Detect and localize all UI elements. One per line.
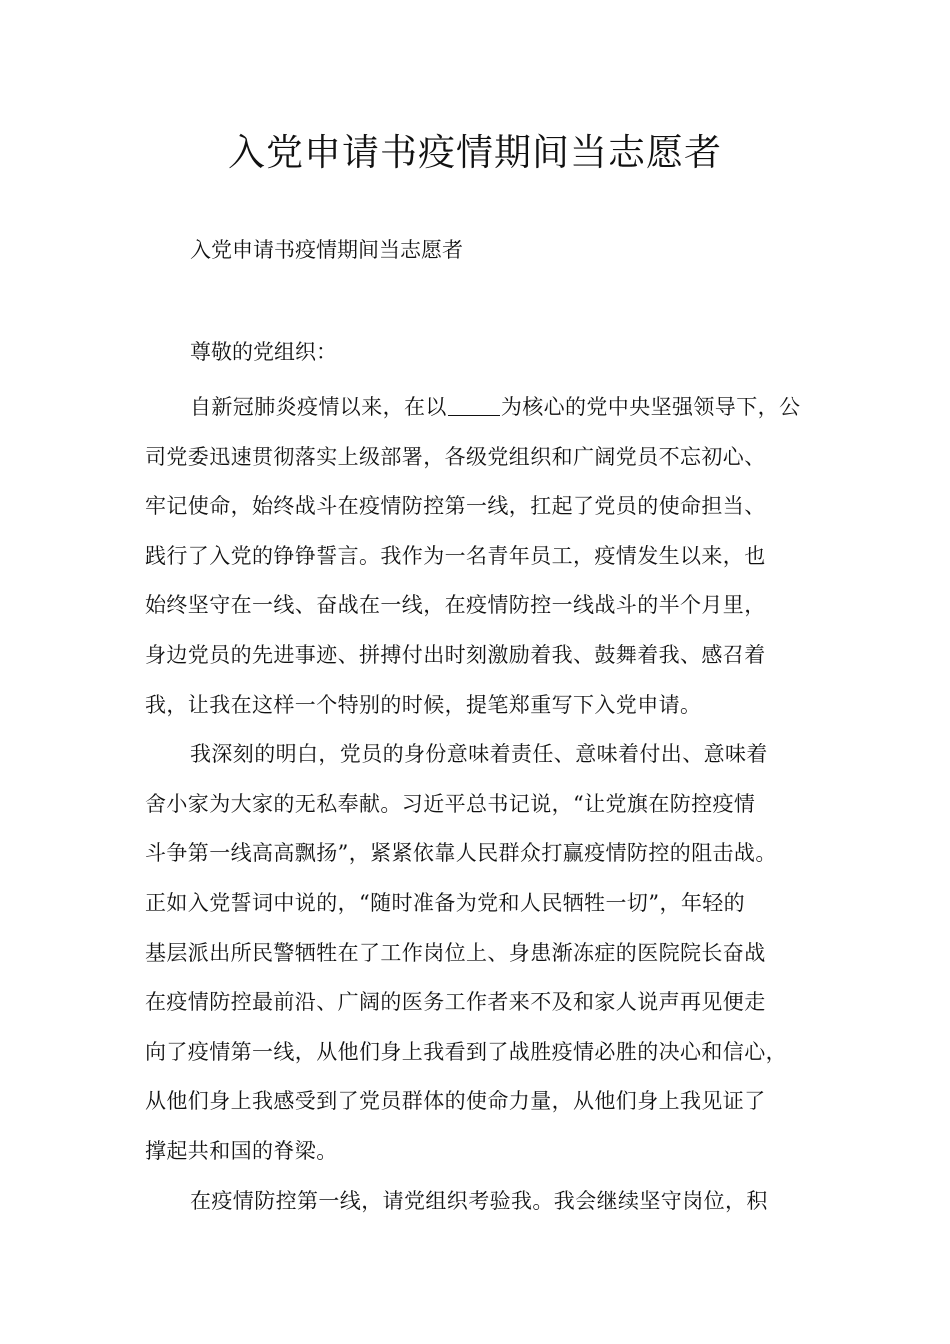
paragraph-line: 正如入党誓词中说的，“随时准备为党和人民牺牲一切”，年轻的 xyxy=(145,890,746,915)
paragraph-line: 基层派出所民警牺牲在了工作岗位上、身患渐冻症的医院院长奋战 xyxy=(145,940,766,965)
salutation: 尊敬的党组织： xyxy=(190,340,337,364)
paragraph-line: 司党委迅速贯彻落实上级部署，各级党组织和广阔党员不忘初心、 xyxy=(145,444,766,469)
paragraph-line: 撑起共和国的脊梁。 xyxy=(145,1138,338,1163)
paragraph-line: 牢记使命，始终战斗在疫情防控第一线，扛起了党员的使命担当、 xyxy=(145,494,766,519)
fill-in-blank xyxy=(448,395,500,416)
paragraph-line: 斗争第一线高高飘扬”，紧紧依靠人民群众打赢疫情防控的阻击战。 xyxy=(145,841,777,866)
document-subtitle: 入党申请书疫情期间当志愿者 xyxy=(190,238,463,262)
letter-body xyxy=(145,383,835,1226)
paragraph-line: 践行了入党的铮铮誓言。我作为一名青年员工，疫情发生以来，也 xyxy=(145,543,766,568)
paragraph-2 xyxy=(145,730,835,1176)
paragraph-line: 自新冠肺炎疫情以来，在以 为核心的党中央坚强领导下，公 xyxy=(190,395,801,419)
document-title: 入党申请书疫情期间当志愿者 xyxy=(228,131,722,174)
paragraph-3 xyxy=(145,1177,835,1227)
paragraph-line: 舍小家为大家的无私奉献。习近平总书记说，“让党旗在防控疫情 xyxy=(145,791,756,816)
paragraph-1 xyxy=(145,383,835,730)
paragraph-line: 在疫情防控最前沿、广阔的医务工作者来不及和家人说声再见便走 xyxy=(145,990,766,1015)
paragraph-line: 我深刻的明白，党员的身份意味着责任、意味着付出、意味着 xyxy=(190,742,768,767)
paragraph-line: 向了疫情第一线，从他们身上我看到了战胜疫情必胜的决心和信心， xyxy=(145,1039,787,1064)
paragraph-line: 在疫情防控第一线，请党组织考验我。我会继续坚守岗位，积 xyxy=(190,1188,768,1213)
paragraph-line: 我，让我在这样一个特别的时候，提笔郑重写下入党申请。 xyxy=(145,692,702,717)
paragraph-line: 身边党员的先进事迹、拼搏付出时刻激励着我、鼓舞着我、感召着 xyxy=(145,642,766,667)
paragraph-line: 从他们身上我感受到了党员群体的使命力量，从他们身上我见证了 xyxy=(145,1089,766,1114)
paragraph-line: 始终坚守在一线、奋战在一线，在疫情防控一线战斗的半个月里， xyxy=(145,593,766,618)
